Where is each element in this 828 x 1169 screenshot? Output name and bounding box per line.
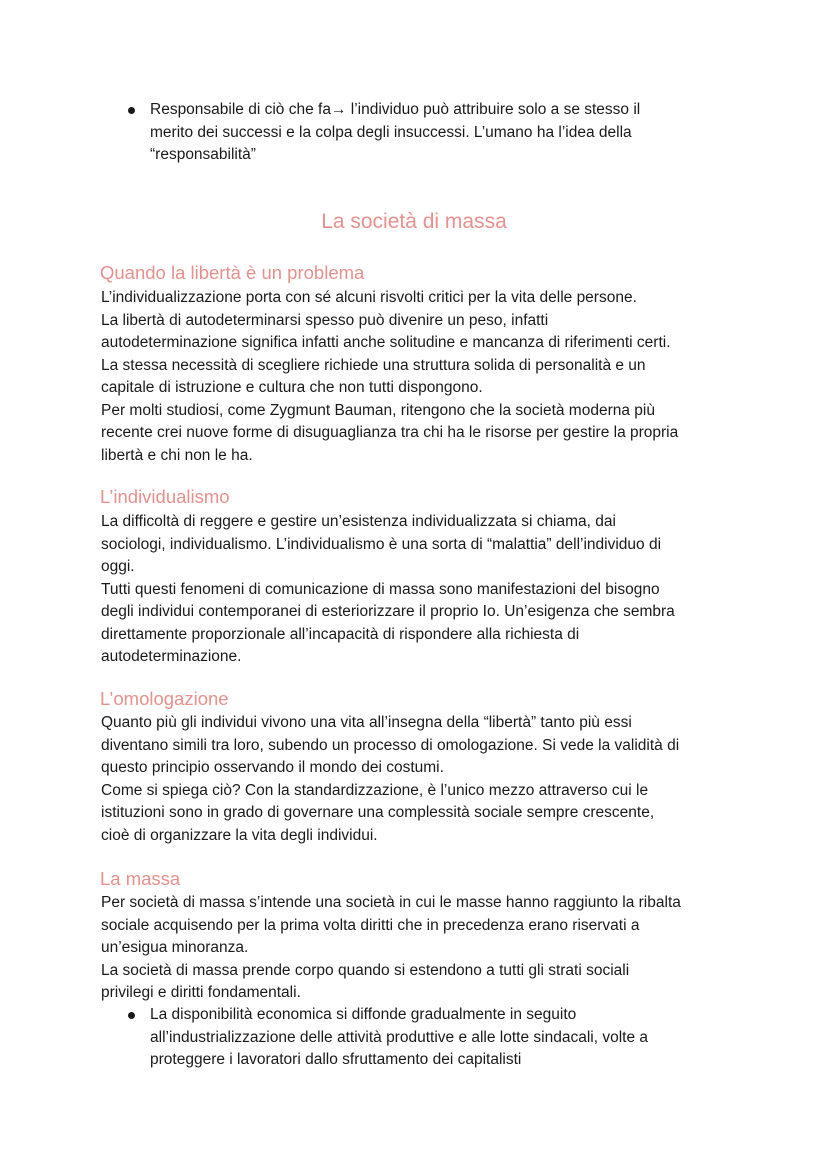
section-body-massa [101, 892, 741, 1005]
bullet-point-icon [128, 1012, 135, 1019]
text-line: cioè di organizzare la vita degli individui. [101, 826, 378, 844]
section-heading-massa: La massa [100, 868, 181, 889]
text-line: Quanto più gli individui vivono una vita all’insegna della “libertà” tanto più essi [101, 714, 632, 731]
text-line: recente crei nuove forme di disuguaglianza tra chi ha le risorse per gestire la propria [101, 424, 679, 441]
text-line: Come si spiega ciò? Con la standardizzazione, è l’unico mezzo attraverso cui le [101, 781, 649, 799]
text-line: sociale acquisendo per la prima volta diritti che in precedenza erano riservati a [101, 916, 640, 934]
text-line: capitale di istruzione e cultura che non tutti dispongono. [101, 379, 483, 396]
text-line: privilegi e diritti fondamentali. [101, 984, 301, 1001]
bullet-point-icon [128, 107, 135, 114]
text-line: Per società di massa s’intende una società in cui le masse hanno raggiunto la ribalta [101, 894, 681, 911]
section-heading-liberta: Quando la libertà è un problema [100, 262, 365, 283]
text-line: proteggere i lavoratori dallo sfruttamento dei capitalisti [150, 1051, 522, 1068]
text-line: un’esigua minoranza. [101, 939, 249, 956]
text-line: merito dei successi e la colpa degli insuccessi. L’umano ha l’idea della [150, 123, 632, 141]
text-line: L’individualizzazione porta con sé alcuni risvolti critici per la vita delle persone. [101, 289, 637, 306]
section-body-liberta [101, 287, 741, 467]
text-line: autodeterminazione. [101, 648, 242, 665]
text-line: La difficoltà di reggere e gestire un’esistenza individualizzata si chiama, dai [101, 513, 616, 530]
text-line: all’industrializzazione delle attività produttive e alle lotte sindacali, volte a [150, 1028, 648, 1046]
page-title: La società di massa [321, 210, 507, 233]
text-line: La stessa necessità di scegliere richiede una struttura solida di personalità e un [101, 356, 646, 374]
section-heading-individualismo: L’individualismo [100, 486, 230, 507]
text-line: La libertà di autodeterminarsi spesso può divenire un peso, infatti [101, 311, 549, 329]
bullet-text [150, 1004, 750, 1072]
text-line: questo principio osservando il mondo dei costumi. [101, 759, 444, 776]
bullet-text [150, 99, 750, 167]
text-line: direttamente proporzionale all’incapacità di rispondere alla richiesta di [101, 625, 580, 643]
text-line: Responsabile di ciò che fa→ l’individuo può attribuire solo a se stesso il [150, 101, 641, 118]
text-line: Per molti studiosi, come Zygmunt Bauman, ritengono che la società moderna più [101, 401, 655, 419]
text-line: sociologi, individualismo. L’individualismo è una sorta di “malattia” dell’individuo di [101, 535, 662, 553]
section-heading-omologazione: L’omologazione [100, 688, 229, 709]
section-body-individualismo [101, 511, 741, 669]
text-line: degli individui contemporanei di esteriorizzare il proprio Io. Un’esigenza che sembra [101, 603, 675, 620]
text-line: istituzioni sono in grado di governare una complessità sociale sempre crescente, [101, 804, 655, 821]
text-line: libertà e chi non le ha. [101, 446, 253, 464]
text-line: La società di massa prende corpo quando si estendono a tutti gli strati sociali [101, 961, 630, 979]
text-line: La disponibilità economica si diffonde gradualmente in seguito [150, 1006, 577, 1023]
text-line: diventano simili tra loro, subendo un processo di omologazione. Si vede la validità di [101, 736, 680, 754]
text-line: Tutti questi fenomeni di comunicazione di massa sono manifestazioni del bisogno [101, 580, 660, 598]
text-line: “responsabilità” [150, 146, 256, 163]
text-line: oggi. [101, 558, 135, 575]
section-body-omologazione [101, 712, 741, 847]
text-line: autodeterminazione significa infatti anche solitudine e mancanza di riferimenti certi. [101, 334, 671, 351]
